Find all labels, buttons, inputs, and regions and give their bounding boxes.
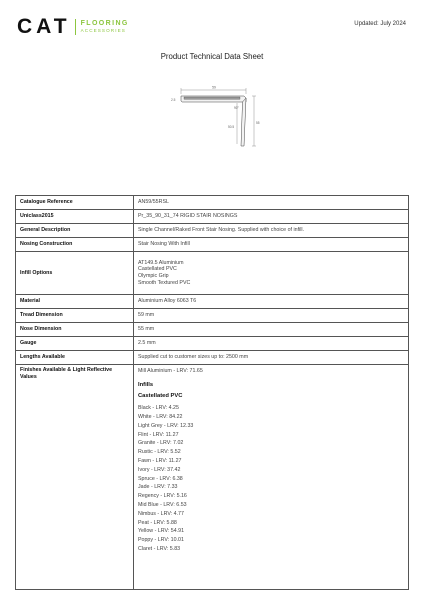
row-value: 2.5 mm bbox=[134, 337, 409, 351]
infill-strip bbox=[184, 97, 240, 99]
finishes-list bbox=[134, 365, 409, 590]
row-value: Single Channel/Raked Front Stair Nosing. Supplied with choice of infill. bbox=[134, 224, 409, 238]
dim-label-inner: 50.5 bbox=[228, 125, 235, 129]
table-row bbox=[16, 238, 409, 252]
table-row bbox=[16, 224, 409, 238]
castellated-heading: Castellated PVC bbox=[138, 393, 183, 400]
row-label: Lengths Available bbox=[16, 351, 134, 365]
row-label: Catalogue Reference bbox=[16, 196, 134, 210]
logo-subtitle-line1: FLOORING bbox=[80, 19, 129, 27]
infill-option: Smooth Textured PVC bbox=[138, 279, 191, 286]
list-item: Nimbus - LRV: 4.77 bbox=[138, 510, 184, 517]
row-value: Stair Nosing With Infill bbox=[134, 238, 409, 252]
table-row bbox=[16, 252, 409, 295]
row-label: Material bbox=[16, 295, 134, 309]
row-label: General Description bbox=[16, 224, 134, 238]
profile-drawing bbox=[160, 84, 270, 164]
infill-option: AT149.5 Aluminium bbox=[138, 259, 184, 266]
list-item: Flint - LRV: 11.27 bbox=[138, 431, 179, 438]
list-item: Light Grey - LRV: 12.33 bbox=[138, 422, 194, 429]
table-row bbox=[16, 295, 409, 309]
list-item: Spruce - LRV: 6.38 bbox=[138, 475, 183, 482]
list-item: Ivory - LRV: 37.42 bbox=[138, 466, 181, 473]
row-label: Finishes Available & Light Reflective Values bbox=[16, 365, 134, 590]
infills-heading: Infills bbox=[138, 381, 154, 388]
list-item: Regency - LRV: 5.16 bbox=[138, 493, 187, 500]
dim-label-angle: 90° bbox=[234, 106, 239, 110]
dim-label-right: 55 bbox=[256, 121, 260, 125]
row-value: AN59/55RSL bbox=[134, 196, 409, 210]
row-value: Pr_35_90_31_74 RIGID STAIR NOSINGS bbox=[134, 210, 409, 224]
page-title: Product Technical Data Sheet bbox=[160, 52, 264, 61]
infill-option: Olympic Grip bbox=[138, 273, 169, 279]
row-value: 55 mm bbox=[134, 323, 409, 337]
table-row bbox=[16, 210, 409, 224]
list-item: Claret - LRV: 5.83 bbox=[138, 546, 181, 553]
list-item: Yellow - LRV: 54.91 bbox=[138, 528, 185, 535]
nose-profile bbox=[241, 98, 246, 146]
table-row bbox=[16, 337, 409, 351]
list-item: Poppy - LRV: 10.01 bbox=[138, 537, 184, 544]
updated-date: Updated: July 2024 bbox=[354, 21, 406, 27]
table-row bbox=[16, 351, 409, 365]
list-item: Granite - LRV: 7.02 bbox=[138, 440, 184, 447]
table-row bbox=[16, 309, 409, 323]
logo-subtitle-line2: ACCESSORIES bbox=[80, 27, 126, 33]
brand-logo bbox=[17, 16, 129, 37]
list-item: Fawn - LRV: 11.27 bbox=[138, 458, 182, 465]
list-item: Rustic - LRV: 5.52 bbox=[138, 449, 181, 456]
infill-option: Castellated PVC bbox=[138, 266, 177, 273]
dim-label-top: 59 bbox=[212, 85, 216, 90]
logo-divider bbox=[75, 19, 76, 35]
dim-label-left: 2.5 bbox=[171, 98, 176, 102]
row-label: Uniclass2015 bbox=[16, 210, 134, 224]
spec-table bbox=[15, 195, 409, 590]
mill-finish: Mill Aluminium - LRV: 71.65 bbox=[138, 368, 203, 374]
list-item: Peat - LRV: 5.88 bbox=[138, 519, 177, 526]
logo-subtitle bbox=[81, 20, 129, 34]
list-item: White - LRV: 84.22 bbox=[138, 414, 183, 421]
table-row bbox=[16, 323, 409, 337]
row-label: Gauge bbox=[16, 337, 134, 351]
row-value: Aluminium Alloy 6063 T6 bbox=[134, 295, 409, 309]
table-row bbox=[16, 196, 409, 210]
row-label: Nosing Construction bbox=[16, 238, 134, 252]
row-label: Nose Dimension bbox=[16, 323, 134, 337]
row-value: Supplied cut to customer sizes up to: 2500 mm bbox=[134, 351, 409, 365]
list-item: Black - LRV: 4.25 bbox=[138, 405, 179, 412]
list-item: Mid Blue - LRV: 6.53 bbox=[138, 502, 187, 509]
row-value: 59 mm bbox=[134, 309, 409, 323]
row-label: Tread Dimension bbox=[16, 309, 134, 323]
row-label: Infill Options bbox=[16, 252, 134, 295]
list-item: Jade - LRV: 7.33 bbox=[138, 484, 178, 491]
logo-wordmark: CAT bbox=[17, 15, 71, 38]
table-row bbox=[16, 365, 409, 590]
row-value bbox=[134, 252, 409, 295]
